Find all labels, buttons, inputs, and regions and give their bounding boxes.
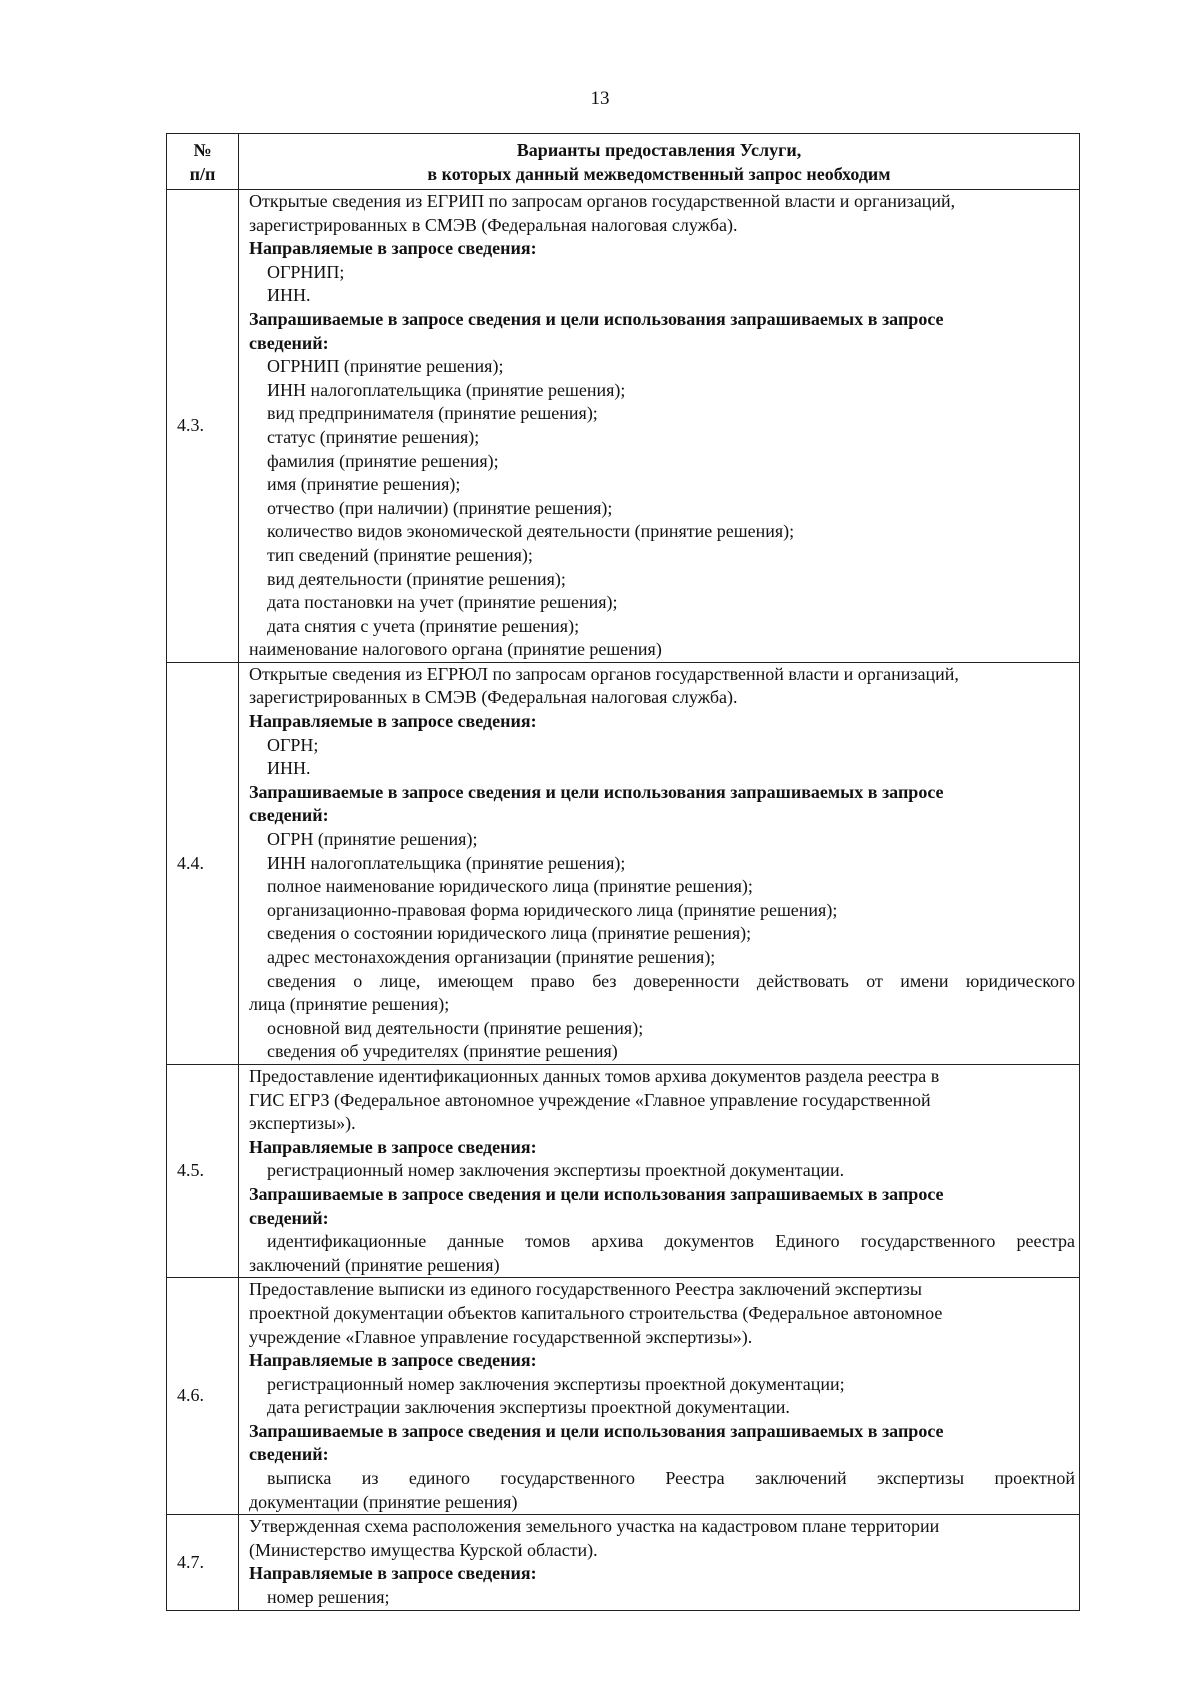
- table-row: [167, 1515, 1080, 1610]
- row-content: [239, 1064, 1080, 1277]
- table-row: [167, 662, 1080, 1064]
- content-line: вид деятельности (принятие решения);: [267, 568, 566, 589]
- table-header-row: [167, 134, 1080, 190]
- section-heading: Направляемые в запросе сведения:: [249, 711, 537, 732]
- header-variants-line: Варианты предоставления Услуги,: [516, 140, 802, 160]
- header-num-column: [167, 134, 239, 190]
- content-line: ОГРНИП (принятие решения);: [267, 356, 504, 377]
- content-line: сведения о лице, имеющем право без доверенности действовать от имени юридического: [267, 970, 1075, 991]
- content-line: наименование налогового органа (принятие решения): [249, 639, 662, 660]
- section-heading: сведений:: [249, 805, 329, 826]
- content-line: заключений (принятие решения): [249, 1254, 500, 1275]
- table-row: [167, 190, 1080, 663]
- content-line: дата снятия с учета (принятие решения);: [267, 615, 580, 636]
- content-line: учреждение «Главное управление государственной экспертизы»).: [249, 1326, 753, 1347]
- content-line: основной вид деятельности (принятие решения);: [267, 1017, 644, 1038]
- content-line: ИНН.: [267, 758, 311, 779]
- content-line: вид предпринимателя (принятие решения);: [267, 403, 598, 424]
- header-variants-line: в которых данный межведомственный запрос необходим: [427, 164, 891, 184]
- section-heading: Запрашиваемые в запросе сведения и цели использования запрашиваемых в запросе: [249, 308, 944, 329]
- table-row: [167, 1278, 1080, 1515]
- section-heading: Направляемые в запросе сведения:: [249, 238, 537, 259]
- section-heading: Направляемые в запросе сведения:: [249, 1563, 537, 1584]
- section-heading: сведений:: [249, 332, 329, 353]
- content-line: зарегистрированных в СМЭВ (Федеральная налоговая служба).: [249, 687, 738, 708]
- row-number: 4.5.: [167, 1064, 239, 1277]
- content-line: регистрационный номер заключения экспертизы проектной документации;: [267, 1373, 845, 1394]
- row-number: 4.4.: [167, 662, 239, 1064]
- content-line: ГИС ЕГРЗ (Федеральное автономное учреждение «Главное управление государственной: [249, 1089, 931, 1110]
- content-line: имя (принятие решения);: [267, 474, 461, 495]
- content-line: (Министерство имущества Курской области).: [249, 1539, 598, 1560]
- header-variants-column: [239, 134, 1080, 190]
- content-line: ИНН.: [267, 285, 311, 306]
- content-line: ОГРН (принятие решения);: [267, 829, 478, 850]
- section-heading: Направляемые в запросе сведения:: [249, 1350, 537, 1371]
- content-line: экспертизы»).: [249, 1113, 356, 1134]
- content-line: регистрационный номер заключения экспертизы проектной документации.: [267, 1160, 845, 1181]
- row-content: [239, 662, 1080, 1064]
- table-row: [167, 1064, 1080, 1277]
- content-line: сведения о состоянии юридического лица (принятие решения);: [267, 923, 752, 944]
- content-line: номер решения;: [267, 1587, 390, 1608]
- row-number: 4.7.: [167, 1515, 239, 1610]
- row-number: 4.6.: [167, 1278, 239, 1515]
- section-heading: сведений:: [249, 1207, 329, 1228]
- row-content: [239, 1278, 1080, 1515]
- row-number: 4.3.: [167, 190, 239, 663]
- content-line: отчество (при наличии) (принятие решения);: [267, 497, 613, 518]
- content-line: ОГРН;: [267, 734, 319, 755]
- content-line: Предоставление идентификационных данных томов архива документов раздела реестра в: [249, 1065, 940, 1086]
- content-line: адрес местонахождения организации (принятие решения);: [267, 947, 716, 967]
- section-heading: Направляемые в запросе сведения:: [249, 1136, 537, 1157]
- content-line: проектной документации объектов капитального строительства (Федеральное автономное: [249, 1302, 943, 1323]
- content-line: дата постановки на учет (принятие решения);: [267, 592, 618, 613]
- content-line: Открытые сведения из ЕГРИП по запросам органов государственной власти и организаций,: [249, 191, 956, 211]
- section-heading: Запрашиваемые в запросе сведения и цели использования запрашиваемых в запросе: [249, 1420, 944, 1441]
- content-line: количество видов экономической деятельности (принятие решения);: [267, 521, 795, 542]
- content-line: идентификационные данные томов архива документов Единого государственного реестра: [267, 1231, 1075, 1252]
- content-line: тип сведений (принятие решения);: [267, 544, 533, 565]
- content-line: документации (принятие решения): [249, 1491, 518, 1512]
- header-num-line: п/п: [189, 164, 216, 184]
- content-line: Утвержденная схема расположения земельного участка на кадастровом плане территории: [249, 1516, 940, 1537]
- section-heading: сведений:: [249, 1444, 329, 1465]
- content-line: лица (принятие решения);: [249, 994, 450, 1015]
- section-heading: Запрашиваемые в запросе сведения и цели использования запрашиваемых в запросе: [249, 1183, 944, 1204]
- content-line: полное наименование юридического лица (принятие решения);: [267, 876, 753, 897]
- requests-table: [166, 133, 1080, 1611]
- row-content: [239, 190, 1080, 663]
- page-number: 13: [590, 88, 610, 109]
- content-line: Открытые сведения из ЕГРЮЛ по запросам органов государственной власти и организаций,: [249, 663, 959, 684]
- content-line: дата регистрации заключения экспертизы проектной документации.: [267, 1397, 790, 1418]
- content-line: фамилия (принятие решения);: [267, 450, 499, 471]
- content-line: ОГРНИП;: [267, 261, 345, 282]
- content-line: сведения об учредителях (принятие решения): [267, 1041, 618, 1062]
- content-line: выписка из единого государственного Реестра заключений экспертизы проектной: [267, 1468, 1075, 1489]
- content-line: зарегистрированных в СМЭВ (Федеральная налоговая служба).: [249, 214, 738, 235]
- content-line: статус (принятие решения);: [267, 426, 480, 447]
- content-line: ИНН налогоплательщика (принятие решения);: [267, 852, 626, 873]
- content-line: ИНН налогоплательщика (принятие решения);: [267, 379, 626, 400]
- row-content: [239, 1515, 1080, 1610]
- content-line: организационно-правовая форма юридического лица (принятие решения);: [267, 899, 838, 920]
- content-line: Предоставление выписки из единого государственного Реестра заключений экспертизы: [249, 1279, 922, 1300]
- section-heading: Запрашиваемые в запросе сведения и цели использования запрашиваемых в запросе: [249, 781, 944, 802]
- header-num-line: №: [193, 140, 212, 160]
